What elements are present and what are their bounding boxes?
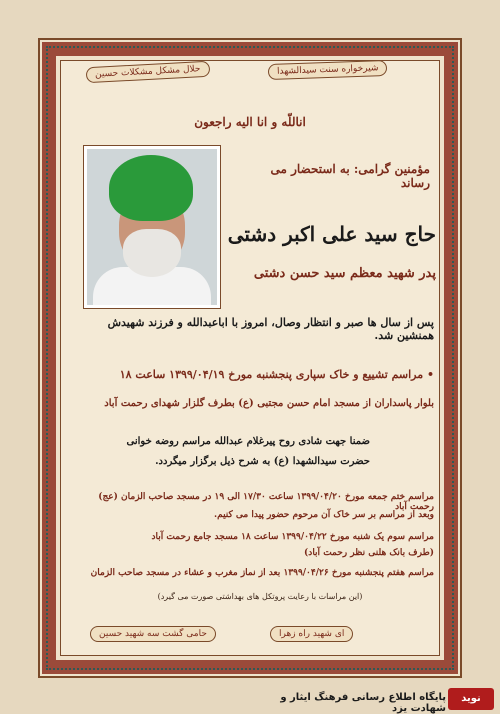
heading-verse: اناللّه و انا الیه راجعون	[194, 115, 306, 129]
portrait-turban	[109, 155, 193, 221]
footer-site-text: پایگاه اطلاع رسانی فرهنگ ایثار و شهادت یزد	[280, 692, 446, 714]
rowzeh-line-2: حضرت سیدالشهدا (ع) به شرح ذیل برگزار میگردد.	[155, 456, 370, 467]
portrait-beard	[123, 229, 181, 277]
schedule-item: مراسم سوم یک شنبه مورخ ۱۳۹۹/۰۴/۲۲ ساعت ۱۸ مسجد جامع رحمت آباد	[151, 532, 434, 542]
rowzeh-line-1: ضمنا جهت شادی روح پیرغلام عبدالله مراسم روضه خوانی	[126, 436, 370, 447]
health-note: (این مراسات با رعایت پروتکل های بهداشتی صورت می گیرد)	[157, 592, 363, 601]
portrait-photo	[84, 146, 220, 308]
schedule-item: وبعد از مراسم بر سر خاک آن مرحوم حضور پیدا می کنیم.	[213, 510, 434, 520]
message-line: پس از سال ها صبر و انتظار وصال، امروز با اباعبدالله و فرزند شهیدش همنشین شد.	[107, 316, 434, 342]
cartouche-top-right: شیرخواره سنت سیدالشهدا	[268, 60, 388, 80]
announce-line: مؤمنین گرامی: به استحضار می رساند	[270, 162, 430, 190]
ceremony-line-2: بلوار پاسداران از مسجد امام حسن مجتبی (ع) بطرف گلزار شهدای رحمت آباد	[104, 398, 434, 409]
footer-logo: نوید	[448, 688, 494, 710]
ceremony-line-1: • مراسم تشییع و خاک سپاری پنجشنبه مورخ ۱۳۹۹/۰۴/۱۹ ساعت ۱۸	[119, 368, 434, 381]
cartouche-bottom-right: ای شهید راه زهرا	[270, 626, 353, 642]
schedule-item: مراسم ختم جمعه مورخ ۱۳۹۹/۰۴/۲۰ ساعت ۱۷/۳۰ الی ۱۹ در مسجد صاحب الزمان (عج) رحمت آباد	[98, 492, 434, 512]
schedule-item: مراسم هفتم پنجشنبه مورخ ۱۳۹۹/۰۴/۲۶ بعد از نماز مغرب و عشاء در مسجد صاحب الزمان	[90, 568, 434, 578]
deceased-name: حاج سید علی اکبر دشتی	[227, 222, 436, 246]
cartouche-bottom-left: حامی گشت سه شهید حسین	[90, 626, 216, 642]
cartouche-top-left: حلال مشکل مشکلات حسین	[86, 61, 210, 83]
schedule-item: (طرف بانک هلنی نظر رحمت آباد)	[304, 548, 434, 558]
relation-line: پدر شهید معظم سید حسن دشتی	[253, 266, 436, 281]
